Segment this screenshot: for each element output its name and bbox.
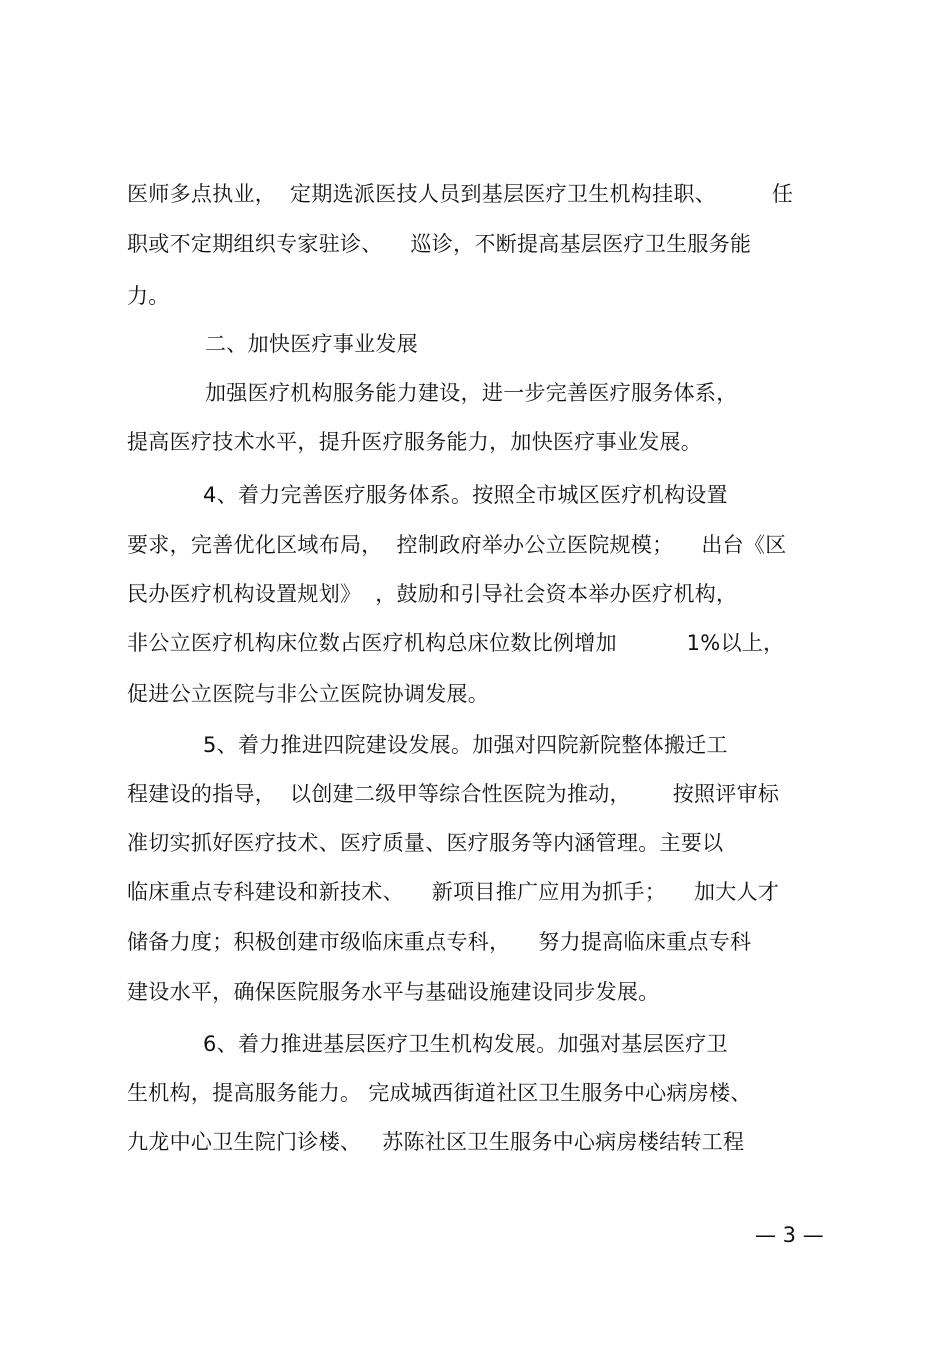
body-text-line: 建设水平，确保医院服务水平与基础设施建设同步发展。 <box>127 980 660 1004</box>
body-text-line: 5、着力推进四院建设发展。加强对四院新院整体搬迁工 <box>203 733 728 757</box>
body-text-line: 民办医疗机构设置规划》 ，鼓励和引导社会资本举办医疗机构， <box>127 582 738 606</box>
body-text-line: 储备力度；积极创建市级临床重点专科， 努力提高临床重点专科 <box>127 930 752 954</box>
body-text-line: 提高医疗技术水平，提升医疗服务能力，加快医疗事业发展。 <box>127 430 703 454</box>
section-heading: 二、加快医疗事业发展 <box>205 332 418 356</box>
page-number: — 3 — <box>755 1223 824 1247</box>
body-text-line: 非公立医疗机构床位数占医疗机构总床位数比例增加 1%以上， <box>127 631 785 655</box>
body-text-line: 加强医疗机构服务能力建设，进一步完善医疗服务体系， <box>205 381 738 405</box>
body-text-line: 医师多点执业， 定期选派医技人员到基层医疗卫生机构挂职、 任 <box>127 182 794 206</box>
body-text-line: 生机构，提高服务能力。 完成城西街道社区卫生服务中心病房楼、 <box>127 1081 752 1105</box>
body-text-line: 促进公立医院与非公立医院协调发展。 <box>127 682 490 706</box>
body-text-line: 程建设的指导， 以创建二级甲等综合性医院为推动， 按照评审标 <box>127 782 780 806</box>
body-text-line: 九龙中心卫生院门诊楼、 苏陈社区卫生服务中心病房楼结转工程 <box>127 1130 745 1154</box>
body-text-line: 4、着力完善医疗服务体系。按照全市城区医疗机构设置 <box>203 483 728 507</box>
body-text-line: 力。 <box>127 284 170 308</box>
body-text-line: 职或不定期组织专家驻诊、 巡诊，不断提高基层医疗卫生服务能 <box>127 232 752 256</box>
body-text-line: 6、着力推进基层医疗卫生机构发展。加强对基层医疗卫 <box>203 1032 728 1056</box>
body-text-line: 要求，完善优化区域布局， 控制政府举办公立医院规模； 出台《区 <box>127 533 787 557</box>
body-text-line: 临床重点专科建设和新技术、 新项目推广应用为抓手； 加大人才 <box>127 880 780 904</box>
body-text-line: 准切实抓好医疗技术、医疗质量、医疗服务等内涵管理。主要以 <box>127 831 724 855</box>
